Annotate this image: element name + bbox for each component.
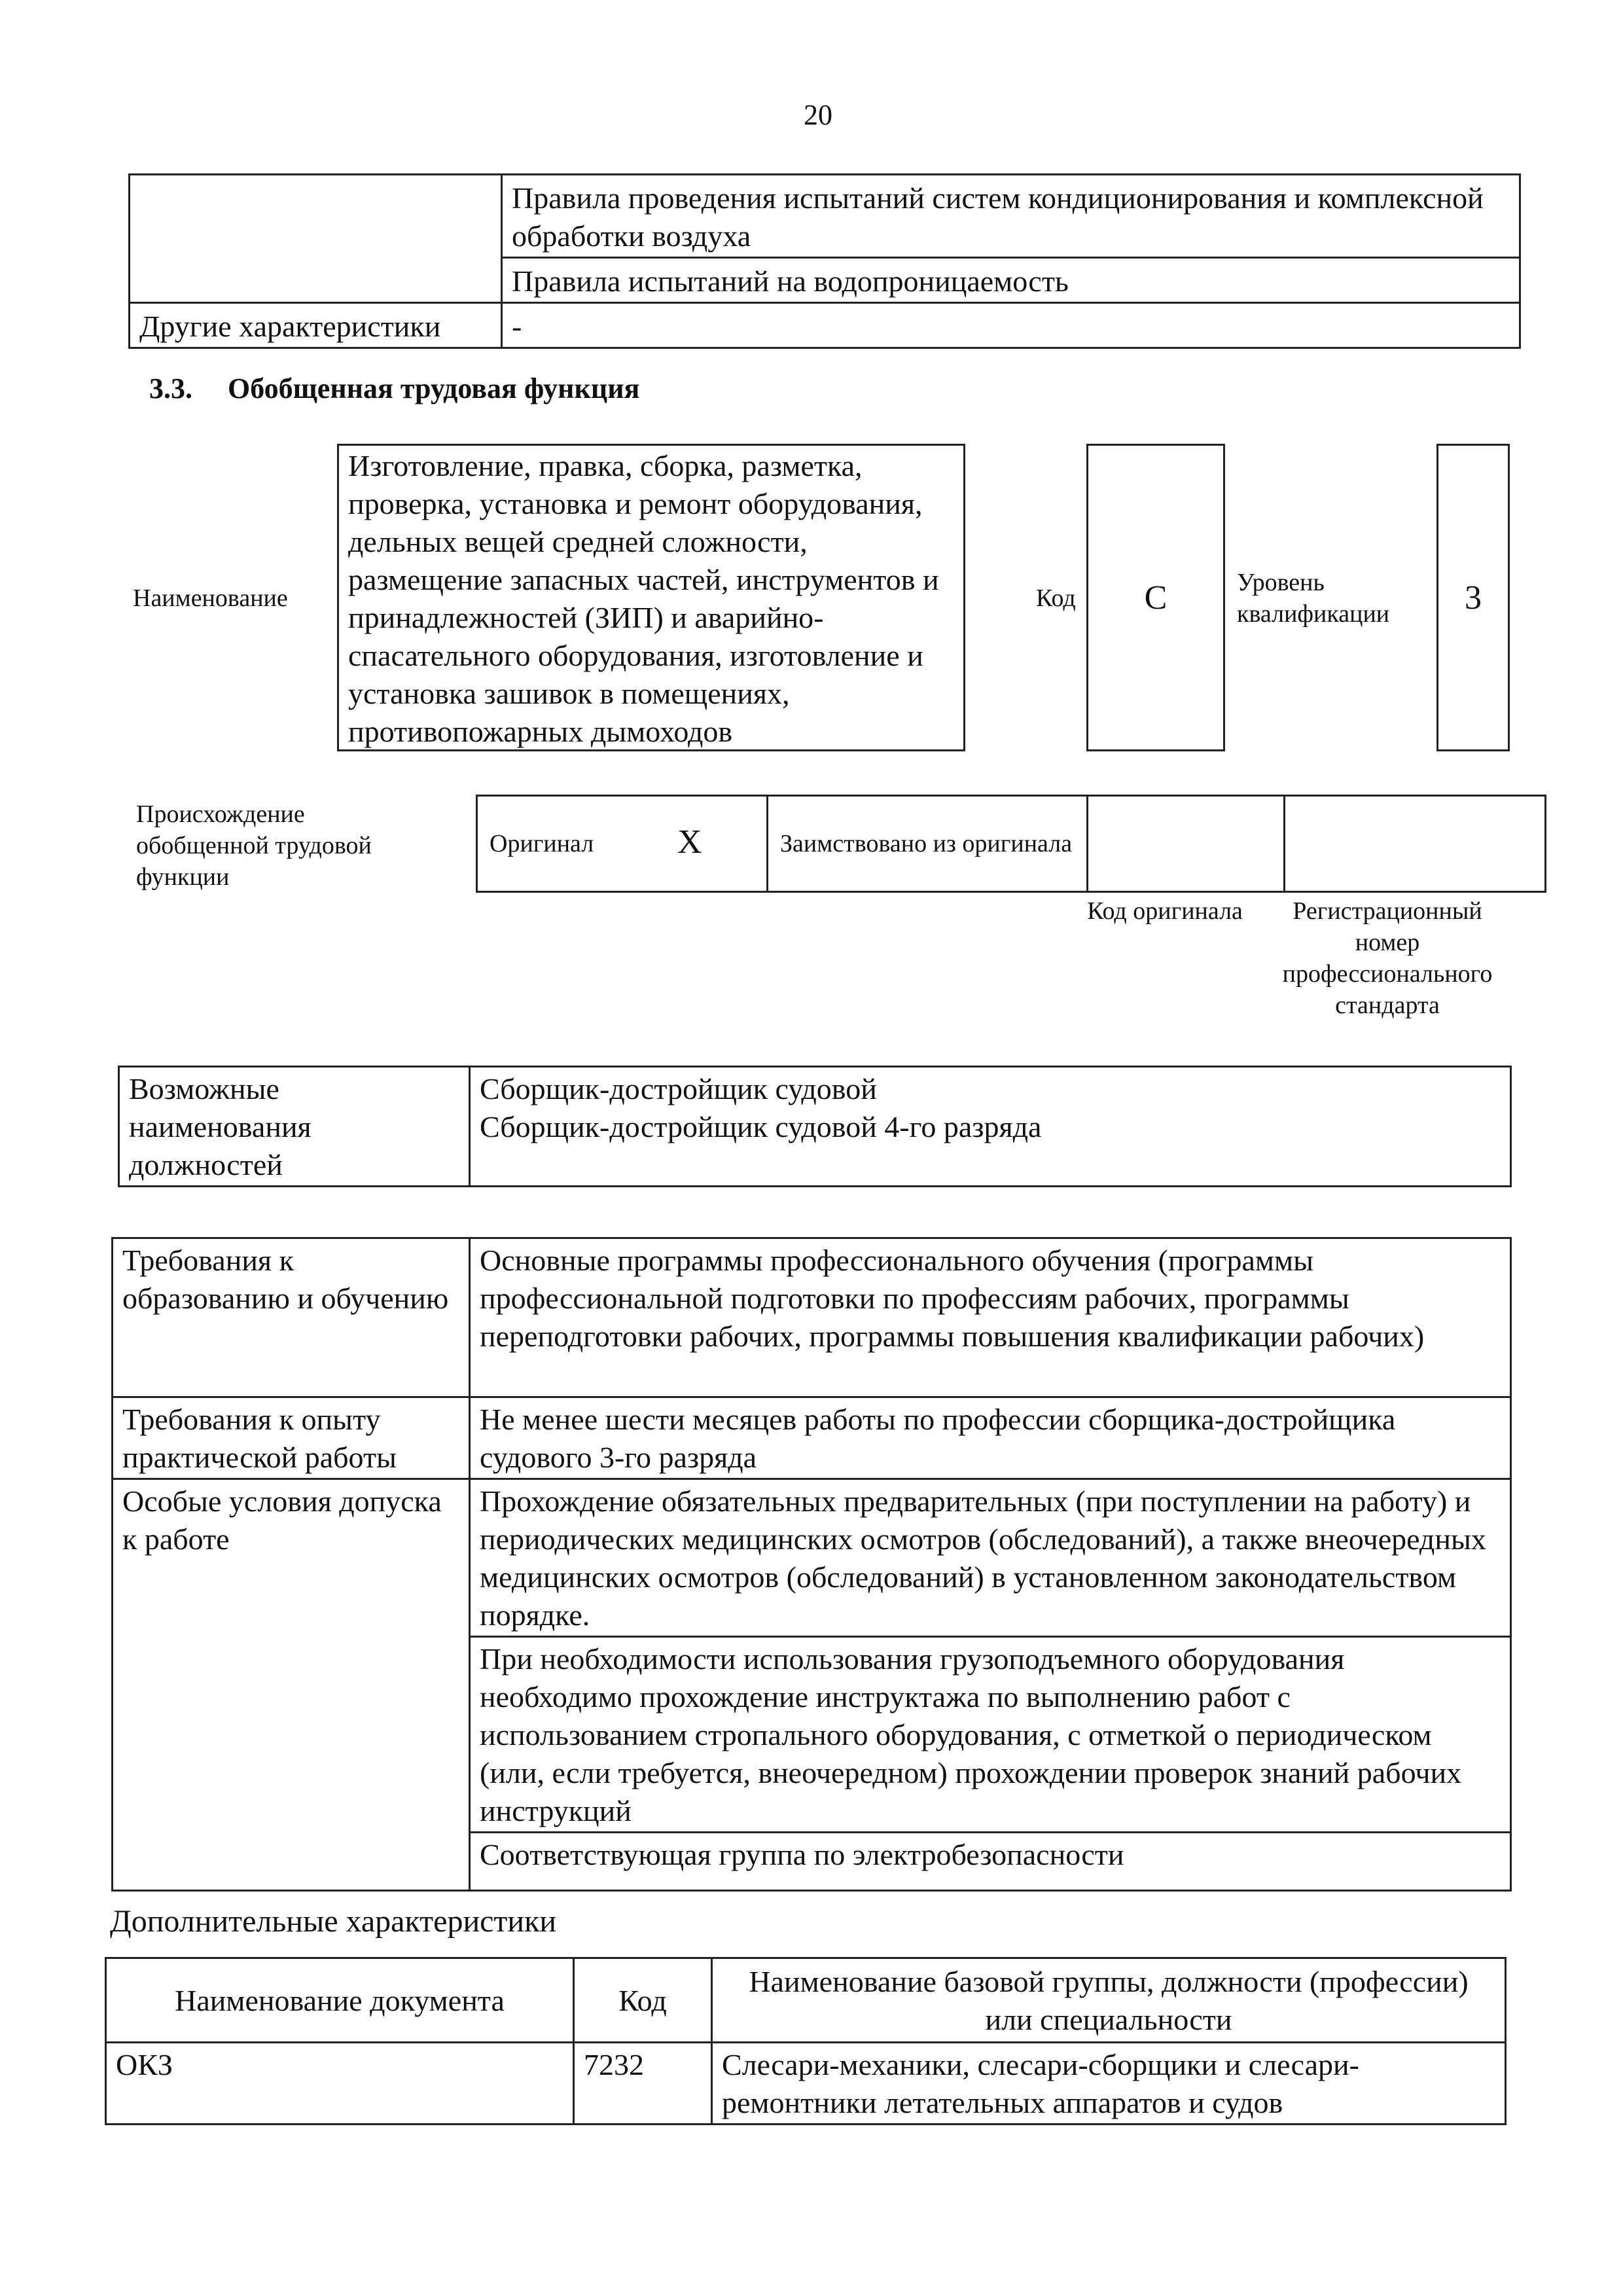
positions-table [118,1066,1512,1187]
requirements-table [111,1237,1512,1892]
base-group-cell: Слесари-механики, слесари-сборщики и слесари-ремонтники летательных аппаратов и судов [712,2043,1506,2125]
section-title: Обобщенная трудовая функция [228,372,640,404]
top-table-value: Правила проведения испытаний систем кондиционирования и комплексной обработки воздуха [502,175,1520,258]
special-condition-value: Прохождение обязательных предварительных (при поступлении на работу) и периодических медицинских осмотров (обследований), а также внеочередных медицинских осмотров (обследований) в установленном законодательством порядке. [470,1479,1511,1637]
original-mark: X [677,823,702,861]
header-code: Код [574,1958,712,2043]
header-base-group: Наименование базовой группы, должности (профессии) или специальности [712,1958,1506,2043]
section-heading [149,372,639,405]
positions-label: Возможные наименования должностей [119,1067,470,1187]
origin-table [476,795,1546,893]
additional-characteristics-title: Дополнительные характеристики [110,1904,557,1939]
positions-values [470,1067,1511,1187]
position-item: Сборщик-достройщик судовой 4-го разряда [480,1110,1042,1143]
function-code-box [1086,444,1225,751]
level-label: Уровень квалификации [1237,569,1390,628]
top-table-value: Правила испытаний на водопроницаемость [502,258,1520,303]
other-characteristics-label: Другие характеристики [130,303,502,348]
page-number: 20 [804,99,832,131]
special-condition-value: При необходимости использования грузоподъемного оборудования необходимо прохождение инструктажа по выполнению работ с использованием стропального оборудования, с отметкой о периодическом (или, если требуется, внеочередном) прохождении проверок знаний рабочих инструкций [470,1637,1511,1833]
code-label: Код [1036,584,1076,612]
code-original-caption: Код оригинала [1087,897,1243,925]
doc-name-cell: ОКЗ [106,2043,574,2125]
function-code: С [1144,579,1168,617]
code-cell: 7232 [574,2043,712,2125]
header-document-name: Наименование документа [106,1958,574,2043]
other-characteristics-value: - [502,303,1520,348]
special-condition-value: Соответствующая группа по электробезопасности [470,1833,1511,1891]
top-table-empty-label [130,175,502,303]
qualification-level: 3 [1465,579,1482,617]
education-value: Основные программы профессионального обучения (программы профессиональной подготовки по профессиям рабочих, программы переподготовки рабочих, программы повышения квалификации рабочих) [470,1238,1511,1397]
special-conditions-label: Особые условия допуска к работе [113,1479,470,1891]
origin-code-value [1088,796,1285,892]
additional-characteristics-table [105,1957,1507,2125]
experience-label: Требования к опыту практической работы [113,1397,470,1479]
origin-original-cell [477,796,768,892]
original-label: Оригинал [490,830,594,857]
origin-label: Происхождение обобщенной трудовой функции [136,800,372,891]
education-label: Требования к образованию и обучению [113,1238,470,1397]
registration-number-caption: Регистрационный номер профессионального стандарта [1282,897,1493,1019]
top-characteristics-table [128,173,1521,349]
qualification-level-box [1436,444,1510,751]
function-name-box: Изготовление, правка, сборка, разметка, проверка, установка и ремонт оборудования, дельных вещей средней сложности, размещение запасных частей, инструментов и принадлежностей (ЗИП) и аварийно-спасательного оборудования, изготовление и установка зашивок в помещениях, противопожарных дымоходов [337,444,965,751]
section-number: 3.3. [149,372,192,404]
experience-value: Не менее шести месяцев работы по профессии сборщика-достройщика судового 3-го разряда [470,1397,1511,1479]
registration-number-value [1285,796,1546,892]
position-item: Сборщик-достройщик судовой [480,1072,877,1105]
name-label: Наименование [133,584,288,612]
borrowed-label: Заимствовано из оригинала [768,796,1088,892]
